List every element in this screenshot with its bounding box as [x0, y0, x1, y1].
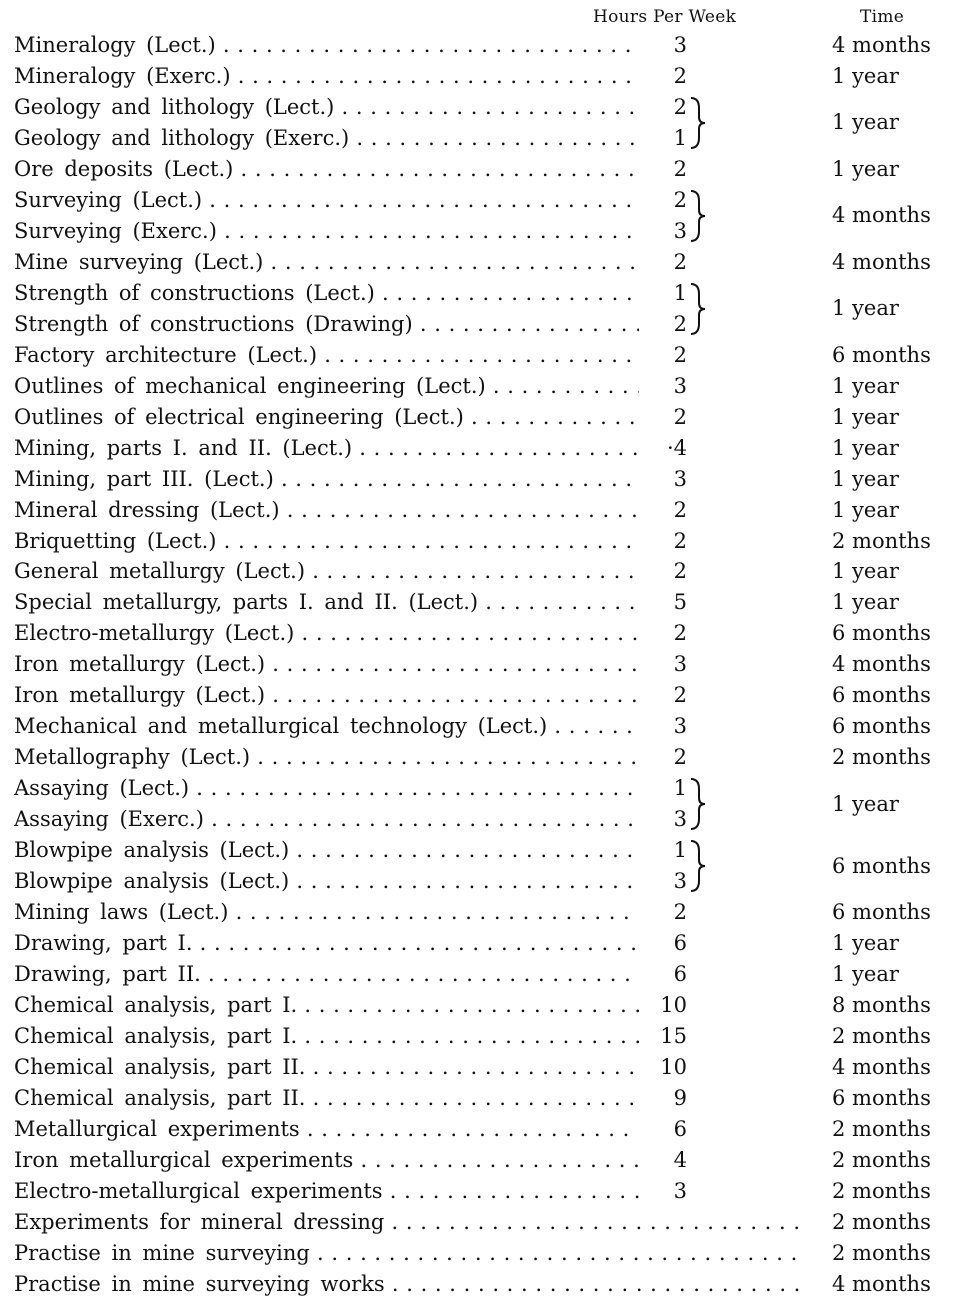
course-hours: 1 [673, 280, 687, 305]
course-subject: Geology and lithology (Lect.) . . . [14, 92, 639, 123]
course-hours: 1 [673, 776, 687, 801]
course-row [14, 897, 944, 928]
course-hours: 1 [673, 838, 687, 863]
course-subject: Surveying (Exerc.) . . . [14, 216, 639, 247]
course-time: 8 months [832, 993, 931, 1018]
course-row [14, 1052, 944, 1083]
course-subject: Practise in mine surveying . . . [14, 1238, 804, 1269]
course-row [14, 680, 944, 711]
course-subject: Ore deposits (Lect.) . . . [14, 154, 639, 185]
grouping-brace [688, 282, 710, 336]
course-time: 2 months [832, 745, 931, 770]
course-time: 1 year [832, 962, 899, 987]
course-row [14, 1083, 944, 1114]
course-row [14, 1145, 944, 1176]
course-hours: 6 [673, 962, 687, 987]
course-hours: 6 [673, 931, 687, 956]
course-time: 2 months [832, 1024, 931, 1049]
brace-group-time: 6 months [832, 853, 931, 878]
course-subject: Mineralogy (Lect.) . . . [14, 30, 639, 61]
course-row [14, 464, 944, 495]
course-row [14, 1207, 944, 1238]
course-subject: Experiments for mineral dressing . . . [14, 1207, 804, 1238]
course-row [14, 247, 944, 278]
course-time: 4 months [832, 652, 931, 677]
course-subject: Mineralogy (Exerc.) . . . [14, 61, 639, 92]
course-row [14, 1114, 944, 1145]
course-hours: 2 [673, 621, 687, 646]
course-hours: 2 [673, 342, 687, 367]
course-hours: 2 [673, 156, 687, 181]
course-row [14, 928, 944, 959]
course-row [14, 278, 944, 309]
course-hours: 1 [673, 125, 687, 150]
course-hours: 3 [673, 652, 687, 677]
course-hours: 10 [660, 993, 687, 1018]
course-row [14, 309, 944, 340]
course-row [14, 1269, 944, 1300]
brace-group-time: 4 months [832, 203, 931, 228]
course-time: 6 months [832, 900, 931, 925]
course-time: 2 months [832, 1116, 931, 1141]
course-row [14, 433, 944, 464]
course-time: 2 months [832, 1240, 931, 1265]
course-time: 6 months [832, 342, 931, 367]
course-hours: 3 [673, 807, 687, 832]
course-subject: Mine surveying (Lect.) . . . [14, 247, 639, 278]
brace-group-time: 1 year [832, 296, 899, 321]
course-subject: Electro-metallurgical experiments . . . [14, 1176, 639, 1207]
course-time: 6 months [832, 714, 931, 739]
course-subject: Outlines of mechanical engineering (Lect.) . . . [14, 371, 639, 402]
course-subject: Strength of constructions (Lect.) . . . [14, 278, 639, 309]
course-hours: 2 [673, 187, 687, 212]
grouping-brace [688, 777, 710, 831]
course-row [14, 1176, 944, 1207]
course-subject: Geology and lithology (Exerc.) . . . [14, 123, 639, 154]
course-subject: Drawing, part I. . . . [14, 928, 639, 959]
course-row [14, 371, 944, 402]
course-time: 2 months [832, 1178, 931, 1203]
course-hours: 6 [673, 1116, 687, 1141]
course-time: 1 year [832, 373, 899, 398]
course-hours: 4 [673, 1147, 687, 1172]
course-subject: Factory architecture (Lect.) . . . [14, 340, 639, 371]
course-row [14, 154, 944, 185]
course-row [14, 526, 944, 557]
course-time: 1 year [832, 156, 899, 181]
course-subject: General metallurgy (Lect.) . . . [14, 556, 639, 587]
course-time: 1 year [832, 931, 899, 956]
course-hours: 2 [673, 497, 687, 522]
course-hours: 2 [673, 683, 687, 708]
course-row [14, 804, 944, 835]
course-hours: 2 [673, 249, 687, 274]
course-time: 1 year [832, 435, 899, 460]
course-time: 1 year [832, 559, 899, 584]
course-row [14, 30, 944, 61]
course-time: 2 months [832, 1209, 931, 1234]
course-row [14, 773, 944, 804]
course-subject: Practise in mine surveying works . . . [14, 1269, 804, 1300]
hours-per-week-header: Hours Per Week [593, 7, 737, 27]
course-row [14, 990, 944, 1021]
course-hours: 5 [673, 590, 687, 615]
course-time: 2 months [832, 528, 931, 553]
course-row [14, 556, 944, 587]
course-subject: Chemical analysis, part I. . . . [14, 990, 639, 1021]
course-hours: 3 [673, 33, 687, 57]
course-subject: Electro-metallurgy (Lect.) . . . [14, 618, 639, 649]
course-hours: 2 [673, 745, 687, 770]
course-hours: 3 [673, 373, 687, 398]
course-row [14, 340, 944, 371]
course-time: 1 year [832, 497, 899, 522]
course-subject: Mechanical and metallurgical technology (Lect.) . . . [14, 711, 639, 742]
course-time: 1 year [832, 590, 899, 615]
course-row [14, 959, 944, 990]
course-time: 4 months [832, 249, 931, 274]
course-subject: Chemical analysis, part II. . . . [14, 1083, 639, 1114]
course-row [14, 402, 944, 433]
course-time: 2 months [832, 1147, 931, 1172]
course-subject: Briquetting (Lect.) . . . [14, 526, 639, 557]
course-hours: 3 [673, 1178, 687, 1203]
course-row [14, 1021, 944, 1052]
course-hours: 2 [673, 63, 687, 88]
course-time: 4 months [832, 1271, 931, 1296]
time-header: Time [860, 7, 905, 27]
course-subject: Blowpipe analysis (Lect.) . . . [14, 866, 639, 897]
course-time: 6 months [832, 683, 931, 708]
course-subject: Mining, parts I. and II. (Lect.) . . . [14, 433, 639, 464]
course-subject: Iron metallurgy (Lect.) . . . [14, 649, 639, 680]
brace-group-time: 1 year [832, 110, 899, 135]
course-time: 4 months [832, 1055, 931, 1079]
course-subject: Chemical analysis, part I. . . . [14, 1021, 639, 1052]
course-hours: 2 [673, 900, 687, 925]
grouping-brace [688, 839, 710, 893]
course-row [14, 92, 944, 123]
course-subject: Iron metallurgical experiments . . . [14, 1145, 639, 1176]
course-row [14, 742, 944, 773]
course-subject: Special metallurgy, parts I. and II. (Lect.) . . . [14, 587, 639, 618]
course-hours: 9 [673, 1085, 687, 1110]
course-time: 4 months [832, 33, 931, 57]
course-row [14, 216, 944, 247]
grouping-brace [688, 96, 710, 150]
course-hours: 10 [660, 1055, 687, 1079]
course-subject: Iron metallurgy (Lect.) . . . [14, 680, 639, 711]
course-subject: Surveying (Lect.) . . . [14, 185, 639, 216]
course-row [14, 587, 944, 618]
course-subject: Metallurgical experiments . . . [14, 1114, 639, 1145]
course-subject: Metallography (Lect.) . . . [14, 742, 639, 773]
course-subject: Mining, part III. (Lect.) . . . [14, 464, 639, 495]
course-subject: Blowpipe analysis (Lect.) . . . [14, 835, 639, 866]
grouping-brace [688, 189, 710, 243]
course-subject: Assaying (Exerc.) . . . [14, 804, 639, 835]
course-row [14, 866, 944, 897]
course-hours: 3 [673, 714, 687, 739]
course-time: 1 year [832, 404, 899, 429]
course-subject: Strength of constructions (Drawing) . . . [14, 309, 639, 340]
course-row [14, 649, 944, 680]
course-row [14, 495, 944, 526]
course-row [14, 618, 944, 649]
course-hours: 3 [673, 466, 687, 491]
course-row [14, 1238, 944, 1269]
course-time: 6 months [832, 621, 931, 646]
course-row [14, 123, 944, 154]
course-hours: 3 [673, 869, 687, 894]
course-hours: 2 [673, 94, 687, 119]
course-row [14, 835, 944, 866]
course-time: 1 year [832, 63, 899, 88]
brace-group-time: 1 year [832, 791, 899, 816]
course-row [14, 711, 944, 742]
course-hours: 15 [660, 1024, 687, 1049]
course-hours: 2 [673, 404, 687, 429]
course-hours: 3 [673, 218, 687, 243]
course-subject: Mineral dressing (Lect.) . . . [14, 495, 639, 526]
course-subject: Mining laws (Lect.) . . . [14, 897, 639, 928]
course-subject: Drawing, part II. . . . [14, 959, 639, 990]
course-subject: Outlines of electrical engineering (Lect.) . . . [14, 402, 639, 433]
course-time: 1 year [832, 466, 899, 491]
course-row [14, 61, 944, 92]
course-hours: 2 [673, 559, 687, 584]
course-row [14, 185, 944, 216]
course-time: 6 months [832, 1085, 931, 1110]
course-hours: 2 [673, 528, 687, 553]
course-subject: Assaying (Lect.) . . . [14, 773, 639, 804]
course-hours: 2 [673, 311, 687, 336]
course-subject: Chemical analysis, part II. . . . [14, 1052, 639, 1083]
course-hours: ·4 [666, 435, 687, 460]
